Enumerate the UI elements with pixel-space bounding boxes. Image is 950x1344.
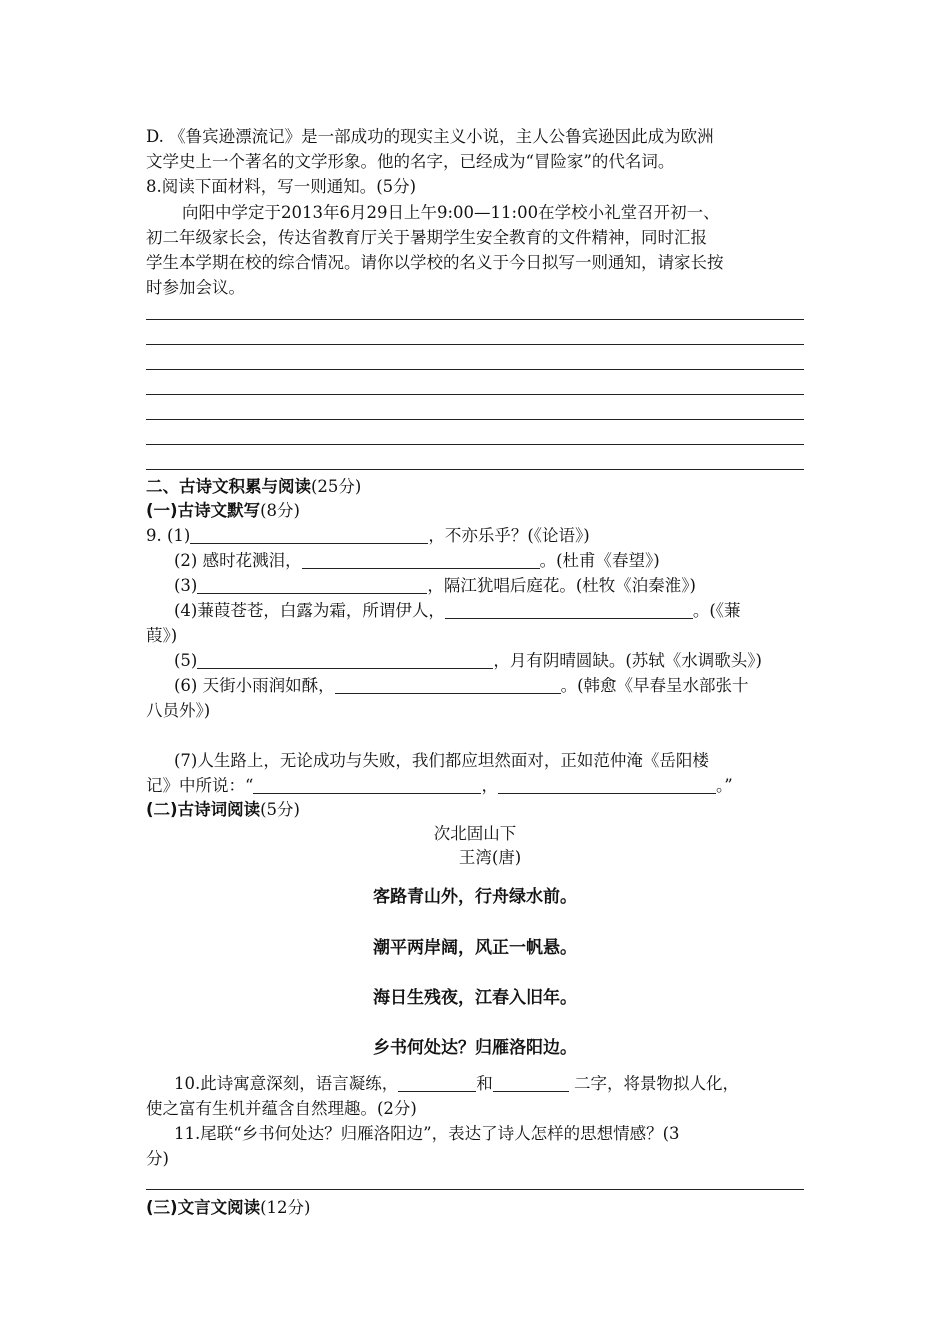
q8-material-line4: 时参加会议。	[146, 278, 245, 297]
item-label: (4)	[174, 601, 198, 620]
q7-option-d-line2: 文学史上一个著名的文学形象。他的名字，已经成为“冒险家”的代名词。	[146, 152, 675, 171]
q8-material-line3: 学生本学期在校的综合情况。请你以学校的名义于今日拟写一则通知，请家长按	[146, 253, 724, 272]
part3-score: (12分)	[260, 1198, 311, 1217]
item-label: (2)	[174, 551, 203, 570]
part1-heading	[146, 499, 300, 523]
item-text: 二字，将景物拟人化，	[568, 1074, 739, 1093]
part1-score: (8分)	[260, 501, 300, 520]
q9-item6	[174, 674, 749, 698]
poem-line: 潮平两岸阔，风正一帆悬。	[373, 938, 577, 958]
item-text: 10.此诗寓意深刻，语言凝练，	[174, 1074, 399, 1093]
poem-line: 乡书何处达？归雁洛阳边。	[373, 1038, 577, 1058]
answer-line[interactable]	[146, 1189, 804, 1190]
q9-item1	[146, 524, 590, 548]
section2-score: (25分)	[311, 477, 362, 496]
item-text: 。”	[715, 776, 733, 795]
answer-line[interactable]	[146, 444, 804, 445]
item-text: 记》中所说：“	[146, 776, 254, 795]
item-text: 感时花溅泪，	[202, 551, 302, 570]
poem-title: 次北固山下	[433, 824, 517, 843]
part3-title: (三)文言文阅读	[146, 1198, 261, 1217]
q9-item3	[174, 574, 696, 598]
fill-blank[interactable]	[197, 650, 493, 669]
q11-line2: 分)	[146, 1149, 169, 1168]
fill-blank[interactable]	[498, 775, 716, 794]
item-label: (6)	[174, 676, 203, 695]
q10-line1	[174, 1072, 739, 1096]
q10-line2: 使之富有生机并蕴含自然理趣。(2分)	[146, 1099, 417, 1118]
fill-blank[interactable]	[493, 1073, 569, 1092]
item-text: ，	[481, 776, 498, 795]
part1-title: (一)古诗文默写	[146, 501, 261, 520]
poem-line: 海日生残夜，江春入旧年。	[373, 988, 577, 1008]
part2-title: (二)古诗词阅读	[146, 800, 261, 819]
q8-material-line2: 初二年级家长会，传达省教育厅关于暑期学生安全教育的文件精神，同时汇报	[146, 228, 707, 247]
item-label: (3)	[174, 576, 198, 595]
q9-item4	[174, 599, 741, 623]
fill-blank[interactable]	[253, 775, 481, 794]
item-label: (7)	[174, 751, 198, 770]
q7-option-d-line1: D. 《鲁宾逊漂流记》是一部成功的现实主义小说，主人公鲁宾逊因此成为欧洲	[146, 127, 714, 146]
answer-line[interactable]	[146, 319, 804, 320]
item-text: 和	[476, 1074, 493, 1093]
q9-item5	[174, 649, 762, 673]
item-text: 蒹葭苍苍，白露为霜，所谓伊人，	[197, 601, 445, 620]
item-label: (5)	[174, 651, 198, 670]
fill-blank[interactable]	[190, 525, 428, 544]
item-text: ，月有阴晴圆缺。(苏轼《水调歌头》)	[493, 651, 762, 670]
fill-blank[interactable]	[302, 550, 540, 569]
answer-line[interactable]	[146, 369, 804, 370]
answer-line[interactable]	[146, 469, 804, 470]
part2-score: (5分)	[260, 800, 300, 819]
fill-blank[interactable]	[335, 675, 561, 694]
poem-line: 客路青山外，行舟绿水前。	[373, 887, 577, 907]
q8-material-line1: 向阳中学定于2013年6月29日上午9:00—11:00在学校小礼堂召开初一、	[182, 203, 720, 222]
answer-line[interactable]	[146, 419, 804, 420]
q9-number: 9.	[146, 526, 167, 545]
section2-title: 二、古诗文积累与阅读	[146, 477, 311, 496]
section2-heading	[146, 475, 361, 499]
q9-item4-cont: 葭》)	[146, 626, 178, 645]
q9-item6-cont: 八员外》)	[146, 701, 211, 720]
poem-author: 王湾(唐)	[458, 848, 522, 867]
fill-blank[interactable]	[398, 1073, 476, 1092]
q9-item7	[174, 749, 709, 773]
fill-blank[interactable]	[197, 575, 427, 594]
item-text: 天街小雨润如酥，	[202, 676, 335, 695]
fill-blank[interactable]	[445, 600, 693, 619]
answer-line[interactable]	[146, 344, 804, 345]
part2-heading	[146, 798, 300, 822]
item-text: 。(韩愈《早春呈水部张十	[560, 676, 749, 695]
item-text: 。(杜甫《春望》)	[539, 551, 660, 570]
q11-line1: 11.尾联“乡书何处达？归雁洛阳边”，表达了诗人怎样的思想情感？(3	[174, 1124, 680, 1143]
item-text: ，不亦乐乎？(《论语》)	[428, 526, 590, 545]
item-text: ，隔江犹唱后庭花。(杜牧《泊秦淮》)	[427, 576, 696, 595]
item-text: 人生路上，无论成功与失败，我们都应坦然面对，正如范仲淹《岳阳楼	[197, 751, 709, 770]
q9-item7-cont	[146, 774, 733, 798]
q9-item2	[174, 549, 660, 573]
part3-heading	[146, 1196, 310, 1220]
answer-line[interactable]	[146, 394, 804, 395]
q8-prompt: 8.阅读下面材料，写一则通知。(5分)	[146, 177, 417, 196]
item-text: 。(《蒹	[692, 601, 741, 620]
item-label: (1)	[167, 526, 191, 545]
